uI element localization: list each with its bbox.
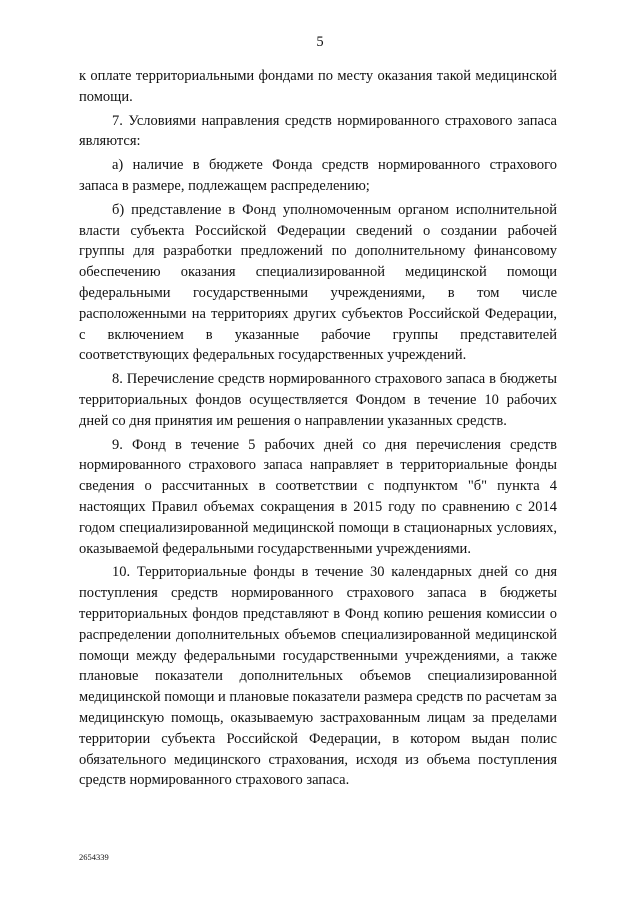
paragraph-continuation: к оплате территориальными фондами по месту оказания такой медицинской помощи. xyxy=(79,68,557,105)
paragraph-item-7a: а) наличие в бюджете Фонда средств нормированного страхового запаса в размере, подлежащем распределению; xyxy=(79,157,557,194)
paragraph-item-10: 10. Территориальные фонды в течение 30 календарных дней со дня поступления средств нормированного страхового запаса в бюджеты территориальных фондов представляют в Фонд копию решения комиссии о распределении дополнительных объемов специализированной медицинской помощи между федеральными государственными учреждениями, а также плановые показатели дополнительных объемов специализированной медицинской помощи и плановые показатели размера средств по расчетам за медицинскую помощь, оказываемую застрахованным лицам за пределами территории субъекта Российской Федерации, в котором выдан полис обязательного медицинского страхования, исходя из объема поступления средств нормированного страхового запаса. xyxy=(79,564,557,789)
paragraph-item-7: 7. Условиями направления средств нормированного страхового запаса являются: xyxy=(79,112,557,150)
document-body xyxy=(79,66,557,794)
paragraph-item-8: 8. Перечисление средств нормированного страхового запаса в бюджеты территориальных фондов осуществляется Фондом в течение 10 рабочих дней со дня принятия им решения о направлении указанных средств. xyxy=(79,371,557,429)
paragraph-item-9: 9. Фонд в течение 5 рабочих дней со дня перечисления средств нормированного страхового запаса направляет в территориальные фонды сведения о рассчитанных в соответствии с подпунктом "б" пункта 4 настоящих Правил объемах сокращения в 2015 году по сравнению с 2014 годом специализированной медицинской помощи в стационарных условиях, оказываемой федеральными государственными учреждениями. xyxy=(79,436,557,557)
page-number: 5 xyxy=(316,34,324,50)
document-code: 2654339 xyxy=(79,852,109,862)
paragraph-item-7b: б) представление в Фонд уполномоченным органом исполнительной власти субъекта Российской Федерации сведений о создании рабочей группы для разработки предложений по дополнительному финансовому обеспечению оказания специализированной медицинской помощи федеральными государственными учреждениями, в том числе расположенными на территориях других субъектов Российской Федерации, с включением в указанные рабочие группы представителей соответствующих федеральных государственных учреждений. xyxy=(79,201,557,364)
